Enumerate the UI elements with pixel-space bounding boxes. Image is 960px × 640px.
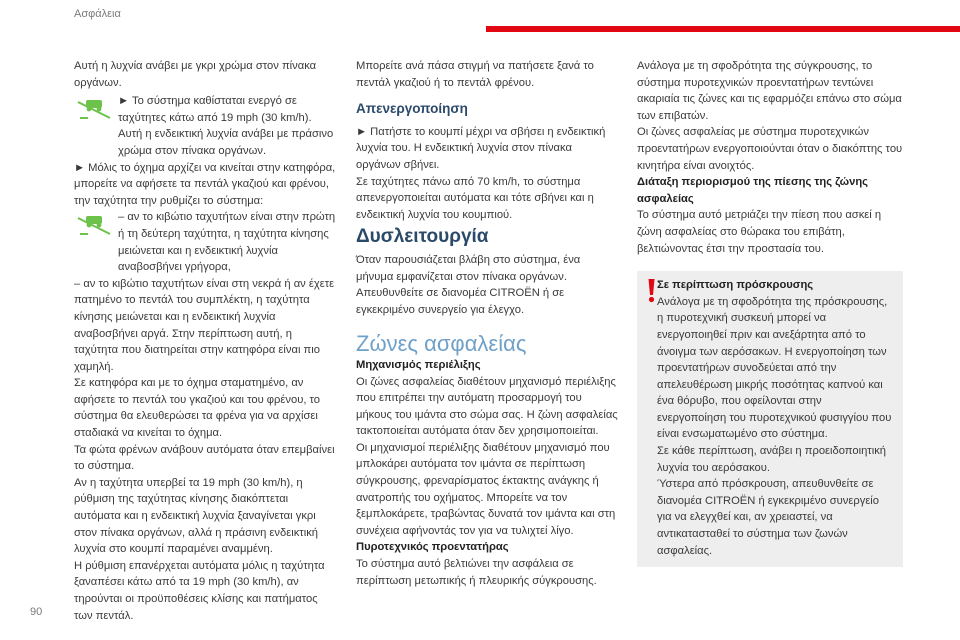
- section-title: Ασφάλεια: [74, 8, 121, 20]
- paragraph: Η ρύθμιση επανέρχεται αυτόματα μόλις η ταχύτητα ξαναπέσει κάτω από τα 19 mph (30 km/h), αν τηρούνται οι προϋποθέσεις κλίσης και πατήματος των πεντάλ.: [74, 559, 325, 622]
- warning-title: Σε περίπτωση πρόσκρουσης: [657, 279, 814, 292]
- paragraph: Μπορείτε ανά πάσα στιγμή να πατήσετε ξανά το πεντάλ γκαζιού ή το πεντάλ φρένου.: [356, 60, 594, 89]
- hill-descent-speed-icon: [74, 210, 114, 242]
- heading-seatbelts: Ζώνες ασφαλείας: [356, 331, 527, 357]
- paragraph: ► Το σύστημα καθίσταται ενεργό σε ταχύτητες κάτω από 19 mph (30 km/h). Αυτή η ενδεικτική λυχνία ανάβει με πράσινο χρώμα στον πίνακα οργάνων.: [118, 95, 334, 157]
- subheading-locking: Μηχανισμός περιέλιξης: [356, 358, 481, 371]
- paragraph: Αυτή η λυχνία ανάβει με γκρι χρώμα στον πίνακα οργάνων.: [74, 60, 317, 89]
- subheading-pretensioners: Πυροτεχνικός προεντατήρας: [356, 541, 509, 554]
- column-3: [637, 58, 903, 567]
- page-number: 90: [30, 606, 43, 618]
- paragraph: – αν το κιβώτιο ταχυτήτων είναι στη νεκρά ή αν έχετε πατημένο το πεντάλ του συμπλέκτη, η ταχύτητα κίνησης μειώνεται και η ενδεικτική λυχνία αναβοσβήνει αργά. Στην περίπτωση αυτή, η ταχύτητα που διατηρείται στην κατηφόρα είναι πιο χαμηλή.: [74, 277, 335, 373]
- heading-malfunction: Δυσλειτουργία: [356, 226, 489, 248]
- paragraph: Σε κατηφόρα και με το όχημα σταματημένο, αν αφήσετε το πεντάλ του γκαζιού και του φρένου, το σύστημα θα ελευθερώσει τα φρένα για να αρχίσει σταδιακά να κινείται το όχημα.: [74, 377, 321, 440]
- hill-descent-speed-icon: [74, 94, 114, 126]
- warning-box: [637, 271, 903, 567]
- paragraph: Οι μηχανισμοί περιέλιξης διαθέτουν μηχανισμό που μπλοκάρει αυτόματα τον ιμάντα σε περίπτωση σύγκρουσης, φρεναρίσματος έκτακτης ανάγκης ή ανατροπής του οχήματος. Μπορείτε να τον ξεμπλοκάρετε, τραβώντας δυνατά τον ιμάντα και στη συνέχεια αφήνοντάς τον για να τυλιχτεί λίγο.: [356, 441, 616, 537]
- icon-paragraph: [74, 209, 336, 275]
- paragraph: Το σύστημα αυτό βελτιώνει την ασφάλεια σε περίπτωση μετωπικής ή πλευρικής σύγκρουσης.: [356, 558, 597, 587]
- paragraph: Σε ταχύτητες πάνω από 70 km/h, το σύστημα απενεργοποιείται αυτόματα και τότε σβήνει και η ενδεικτική λυχνία του κουμπιού.: [356, 175, 594, 221]
- column-2: [356, 58, 618, 589]
- paragraph: ► Μόλις το όχημα αρχίζει να κινείται στην κατηφόρα, μπορείτε να αφήσετε τα πεντάλ γκαζιού και φρένου, την ταχύτητα την ρυθμίζει το σύστημα:: [74, 161, 336, 207]
- heading-deactivation: Απενεργοποίηση: [356, 101, 468, 117]
- paragraph: Οι ζώνες ασφαλείας με σύστημα πυροτεχνικών προεντατήρων ενεργοποιούνται όταν ο διακόπτης του κινητήρα είναι ανοιχτός.: [637, 126, 903, 172]
- subheading-limiter: Διάταξη περιορισμού της πίεσης της ζώνης ασφαλείας: [637, 176, 868, 205]
- warning-paragraph: Σε κάθε περίπτωση, ανάβει η προειδοποιητική λυχνία του αερόσακου.: [657, 445, 887, 474]
- warning-paragraph: Ύστερα από πρόσκρουση, απευθυνθείτε σε διανομέα CITROËN ή εγκεκριμένο συνεργείο για να ελεγχθεί και, αν χρειαστεί, να αντικατασταθεί το σύστημα των ζωνών ασφαλείας.: [657, 478, 880, 557]
- column-1: [74, 58, 336, 624]
- warning-paragraph: Ανάλογα με τη σφοδρότητα της πρόσκρουσης, η πυροτεχνική συσκευή μπορεί να ενεργοποιηθεί πριν και ανεξάρτητα από το άνοιγμα των αερόσακων. Η ενεργοποίηση των προεντατήρων συνοδεύεται από την απελευθέρωση μικρής ποσότητας καπνού και ένα θόρυβο, που οφείλονται στην ενεργοποίηση του πυροτεχνικού φυσιγγίου που είναι ενσωματωμένο στο σύστημα.: [657, 295, 892, 441]
- icon-paragraph: [74, 93, 336, 159]
- exclamation-icon: [648, 279, 655, 303]
- header-accent-bar: [486, 26, 960, 32]
- paragraph: Οι ζώνες ασφαλείας διαθέτουν μηχανισμό περιέλιξης που επιτρέπει την αυτόματη προσαρμογή του μήκους του ιμάντα στο σώμα σας. Η ζώνη ασφαλείας τακτοποιείται αυτόματα όταν δεν χρησιμοποιείται.: [356, 375, 618, 438]
- paragraph: ► Πατήστε το κουμπί μέχρι να σβήσει η ενδεικτική λυχνία του. Η ενδεικτική λυχνία στον πίνακα οργάνων σβήνει.: [356, 125, 606, 171]
- paragraph: Απευθυνθείτε σε διανομέα CITROËN ή σε εγκεκριμένο συνεργείο για έλεγχο.: [356, 287, 565, 316]
- paragraph: Το σύστημα αυτό μετριάζει την πίεση που ασκεί η ζώνη ασφαλείας στο θώρακα του επιβάτη, βελτιώνοντας έτσι την προστασία του.: [637, 209, 882, 255]
- paragraph: Αν η ταχύτητα υπερβεί τα 19 mph (30 km/h), η ρύθμιση της ταχύτητας κίνησης διακόπτεται αυτόματα και η ενδεικτική λυχνία ξαναγίνεται γκρι στον πίνακα οργάνων, αλλά η πράσινη ενδεικτική λυχνία στο κουμπί παραμένει αναμμένη.: [74, 476, 319, 556]
- paragraph: Ανάλογα με τη σφοδρότητα της σύγκρουσης, το σύστημα πυροτεχνικών προεντατήρων τεντώνει ακαριαία τις ζώνες και τις εφαρμόζει επάνω στο σώμα των επιβατών.: [637, 60, 902, 122]
- paragraph: Όταν παρουσιάζεται βλάβη στο σύστημα, ένα μήνυμα εμφανίζεται στον πίνακα οργάνων.: [356, 253, 581, 283]
- paragraph: – αν το κιβώτιο ταχυτήτων είναι στην πρώτη ή τη δεύτερη ταχύτητα, η ταχύτητα κίνησης μειώνεται και η ενδεικτική λυχνία αναβοσβήνει γρήγορα,: [118, 211, 336, 274]
- paragraph: Τα φώτα φρένων ανάβουν αυτόματα όταν επεμβαίνει το σύστημα.: [74, 443, 335, 473]
